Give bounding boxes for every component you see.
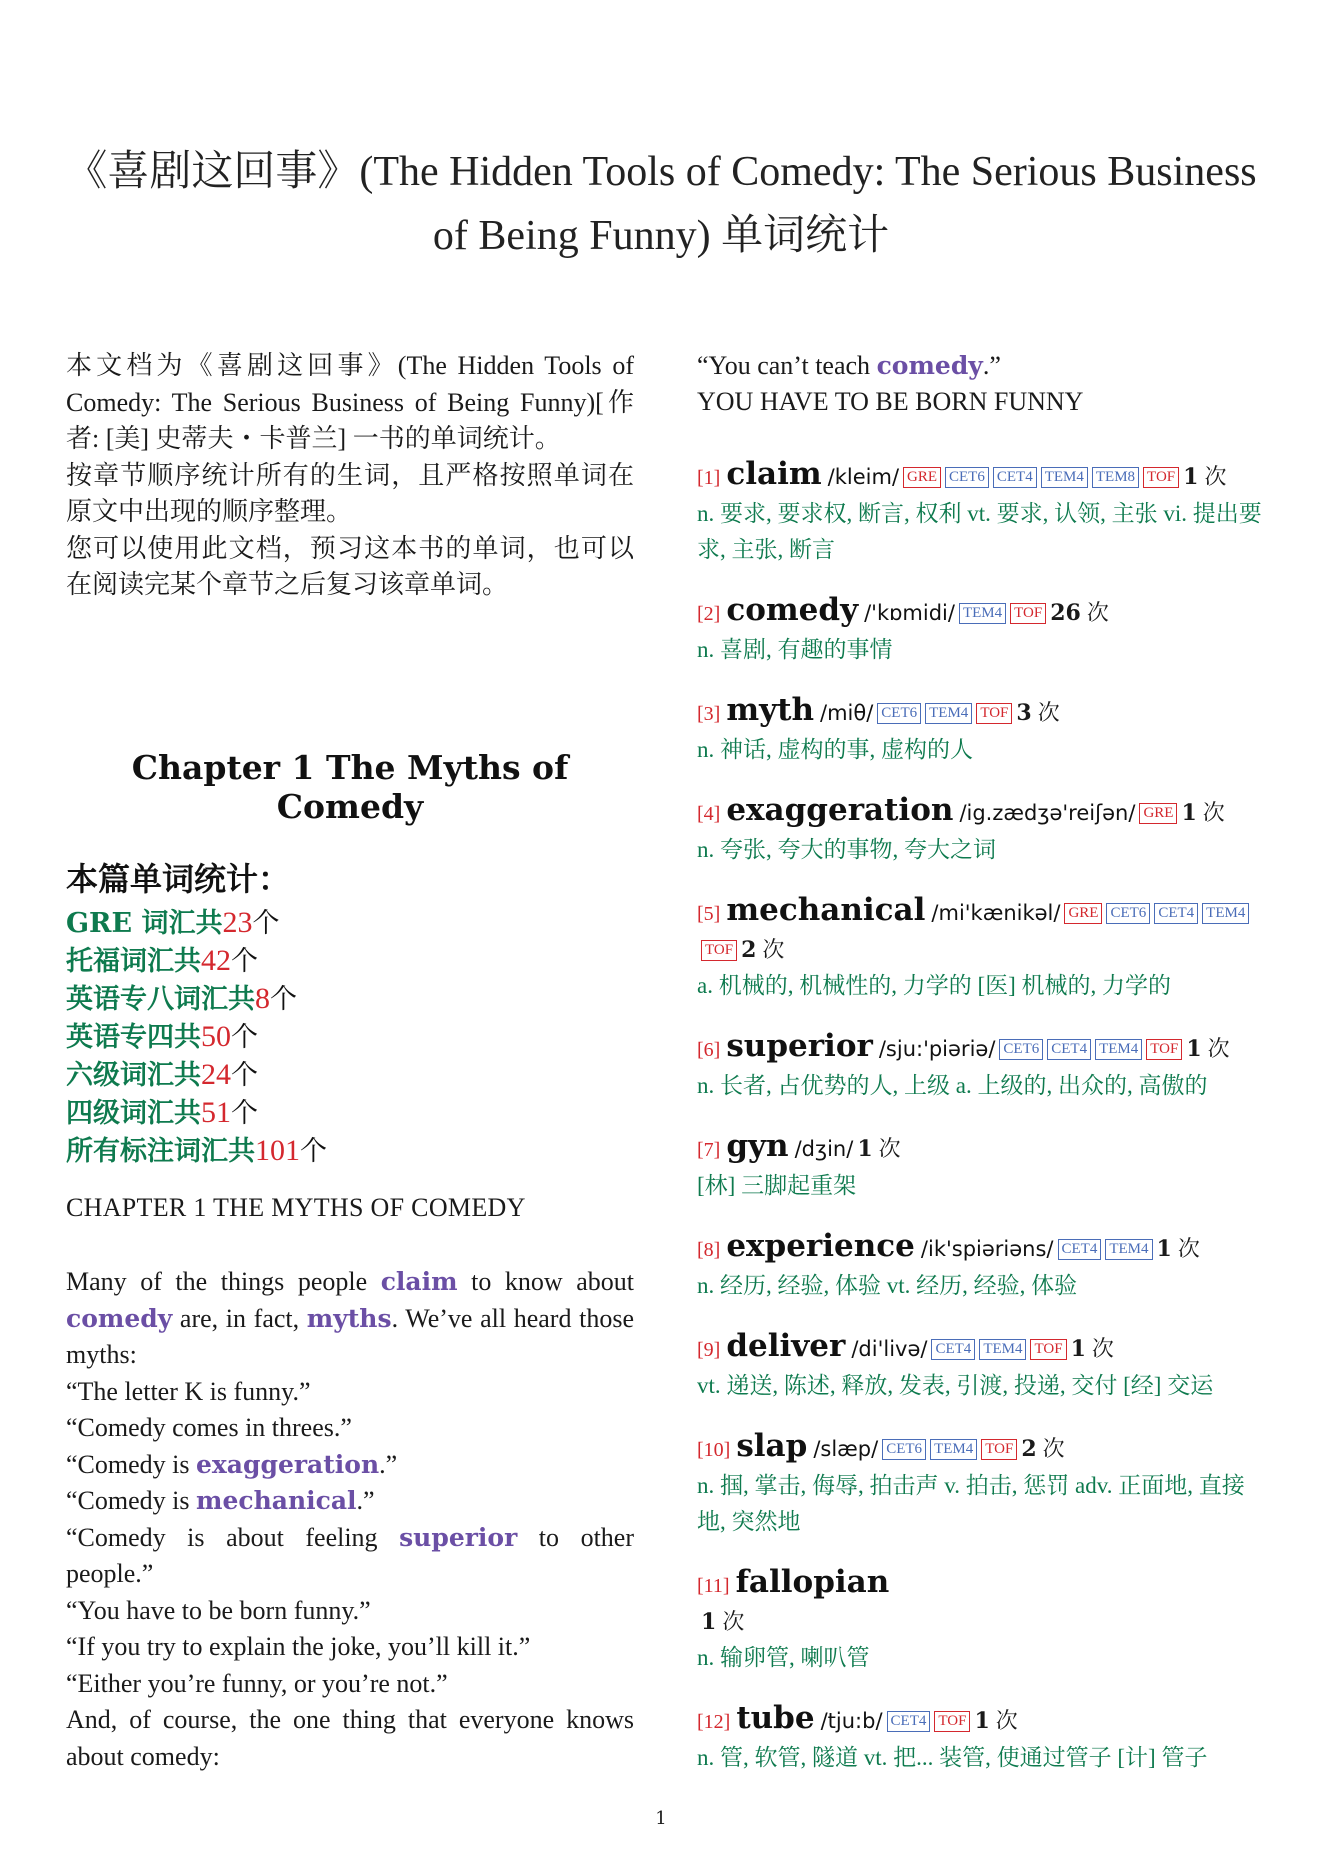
entry-word: tube — [736, 1700, 815, 1736]
exam-tag: GRE — [1064, 903, 1102, 924]
exam-tag: TOF — [1143, 467, 1179, 488]
quote-line — [66, 1520, 634, 1593]
entry-count-suffix: 次 — [1204, 464, 1227, 489]
entry-head — [697, 1128, 1267, 1168]
vocab-entry — [697, 1700, 1267, 1776]
vocab-entry — [697, 1564, 1267, 1676]
exam-tag: TEM4 — [930, 1439, 977, 1460]
stat-value: 50 — [201, 1020, 231, 1053]
word-stats — [66, 854, 634, 1170]
entry-index: [2] — [697, 603, 721, 625]
exam-tag: TEM4 — [979, 1339, 1026, 1360]
stat-value: 23 — [222, 906, 253, 939]
exam-tag: TEM4 — [925, 703, 972, 724]
exam-tag: CET4 — [993, 467, 1037, 488]
entry-index: [12] — [697, 1711, 731, 1733]
entry-head — [697, 1428, 1267, 1468]
quote-line — [66, 1447, 634, 1484]
stat-line — [66, 904, 634, 942]
quote-line: “You have to be born funny.” — [66, 1595, 371, 1625]
entry-count-suffix: 次 — [1086, 600, 1109, 625]
entry-count: 3 — [1016, 700, 1032, 726]
highlighted-word: comedy — [876, 351, 983, 380]
exam-tag: TEM4 — [1105, 1239, 1152, 1260]
entry-index: [3] — [697, 703, 721, 725]
highlighted-word: comedy — [66, 1303, 173, 1333]
entry-word: comedy — [726, 592, 859, 628]
entry-definition: n. 喜剧, 有趣的事情 — [697, 637, 893, 662]
entry-head — [697, 1328, 1267, 1368]
quote-line — [697, 348, 1267, 384]
entry-word: mechanical — [726, 892, 926, 928]
stat-label: 四级词汇共 — [66, 1098, 201, 1129]
entry-word: exaggeration — [726, 792, 954, 828]
stat-line — [66, 1056, 634, 1094]
exam-tag: TOF — [1030, 1339, 1066, 1360]
exam-tag: TOF — [981, 1439, 1017, 1460]
entry-count-suffix: 次 — [878, 1136, 901, 1161]
stats-heading: 本篇单词统计： — [66, 860, 291, 898]
stat-label: 托福词汇共 — [66, 946, 201, 977]
entry-index: [6] — [697, 1039, 721, 1061]
exam-tag: CET6 — [877, 703, 921, 724]
vocab-entry — [697, 1128, 1267, 1204]
entry-definition: n. 长者, 占优势的人, 上级 a. 上级的, 出众的, 高傲的 — [697, 1073, 1208, 1098]
chapter-heading: CHAPTER 1 THE MYTHS OF COMEDY — [66, 1193, 526, 1222]
text: “Comedy is about feeling — [66, 1522, 400, 1552]
intro-line: 按章节顺序统计所有的生词，且严格按照单词在原文中出现的顺序整理。 — [66, 460, 634, 526]
vocab-entry — [697, 1328, 1267, 1404]
exam-tag: GRE — [1139, 803, 1177, 824]
highlighted-word: myths — [306, 1303, 392, 1333]
stat-value: 42 — [201, 944, 231, 977]
quote-line: “Comedy comes in threes.” — [66, 1413, 352, 1442]
vocab-entry — [697, 1228, 1267, 1304]
exam-tag: TEM4 — [959, 603, 1006, 624]
intro-line: 您可以使用此文档，预习这本书的单词，也可以在阅读完某个章节之后复习该章单词。 — [66, 533, 634, 599]
entry-count: 26 — [1050, 600, 1081, 626]
stat-unit: 个 — [231, 946, 258, 977]
text: Many of the things people — [66, 1267, 381, 1296]
highlighted-word: superior — [399, 1522, 518, 1552]
stat-unit: 个 — [270, 984, 297, 1015]
text: .” — [356, 1486, 375, 1515]
entry-definition: n. 要求, 要求权, 断言, 权利 vt. 要求, 认领, 主张 vi. 提出要求, 主张, 断言 — [697, 501, 1262, 562]
stat-line — [66, 1094, 634, 1132]
entry-count: 1 — [1183, 464, 1199, 490]
exam-tag: CET6 — [1106, 903, 1150, 924]
entry-head — [697, 892, 1267, 968]
entry-count-suffix: 次 — [722, 1609, 745, 1634]
entry-phonetic: /ig.zædʒə'reiʃən/ — [959, 801, 1136, 825]
vocab-entry — [697, 1028, 1267, 1104]
entry-count-suffix: 次 — [995, 1708, 1018, 1733]
stat-unit: 个 — [231, 1060, 258, 1091]
entry-count: 1 — [974, 1708, 990, 1734]
exam-tag: CET6 — [999, 1039, 1043, 1060]
highlighted-word: mechanical — [196, 1486, 357, 1515]
entry-definition: vt. 递送, 陈述, 释放, 发表, 引渡, 投递, 交付 [经] 交运 — [697, 1373, 1214, 1398]
quote-line — [66, 1483, 634, 1520]
stat-label: 所有标注词汇共 — [66, 1136, 255, 1167]
entry-phonetic: /'kɒmidi/ — [864, 601, 955, 625]
exam-tag: TOF — [976, 703, 1012, 724]
entry-count: 1 — [1070, 1336, 1086, 1362]
entry-count-suffix: 次 — [1177, 1236, 1200, 1261]
highlighted-word: exaggeration — [196, 1449, 380, 1479]
exam-tag: TOF — [934, 1711, 970, 1732]
entry-definition: n. 管, 软管, 隧道 vt. 把... 装管, 使通过管子 [计] 管子 — [697, 1745, 1208, 1770]
quote-line: YOU HAVE TO BE BORN FUNNY — [697, 387, 1084, 416]
entry-index: [1] — [697, 467, 721, 489]
vocab-entry — [697, 692, 1267, 768]
entry-head — [697, 1700, 1267, 1740]
exam-tag: CET4 — [1047, 1039, 1091, 1060]
entry-word: myth — [726, 692, 814, 728]
stat-unit: 个 — [231, 1022, 258, 1053]
vocab-list — [697, 456, 1267, 1776]
entry-word: slap — [736, 1428, 808, 1464]
stat-unit: 个 — [231, 1098, 258, 1129]
highlighted-word: claim — [380, 1267, 458, 1296]
entry-word: claim — [726, 456, 822, 492]
exam-tag: CET6 — [882, 1439, 926, 1460]
exam-tag: TEM8 — [1092, 467, 1139, 488]
entry-definition: n. 掴, 掌击, 侮辱, 拍击声 v. 拍击, 惩罚 adv. 正面地, 直接地, 突然地 — [697, 1473, 1245, 1534]
entry-phonetic: /sju:'piəriə/ — [878, 1037, 996, 1061]
text: to know about — [457, 1267, 634, 1296]
stat-line — [66, 1132, 634, 1170]
entry-word: superior — [726, 1028, 873, 1064]
exam-tag: TEM4 — [1202, 903, 1249, 924]
entry-count: 2 — [741, 937, 757, 963]
exam-tag: CET6 — [945, 467, 989, 488]
exam-tag: CET4 — [1154, 903, 1198, 924]
exam-tag: CET4 — [931, 1339, 975, 1360]
entry-definition: [林] 三脚起重架 — [697, 1173, 857, 1198]
entry-phonetic: /dʒin/ — [794, 1137, 854, 1161]
entry-definition: n. 输卵管, 喇叭管 — [697, 1645, 870, 1670]
stat-label: 英语专四共 — [66, 1022, 201, 1053]
vocab-entry — [697, 792, 1267, 868]
entry-word: deliver — [726, 1328, 846, 1364]
entry-phonetic: /mi'kænikəl/ — [931, 901, 1061, 925]
stat-value: 51 — [201, 1096, 231, 1129]
quote-line: “The letter K is funny.” — [66, 1376, 311, 1406]
page-number: 1 — [655, 1808, 667, 1829]
entry-count-suffix: 次 — [1202, 800, 1225, 825]
stat-label: GRE 词汇共 — [66, 908, 223, 939]
stat-line — [66, 942, 634, 980]
quote-line: “Either you’re funny, or you’re not.” — [66, 1668, 448, 1698]
entry-index: [4] — [697, 803, 721, 825]
stat-line — [66, 1018, 634, 1056]
document-title: 《喜剧这回事》(The Hidden Tools of Comedy: The Serious Business of Being Funny) 单词统计 — [65, 149, 1257, 259]
vocab-entry — [697, 456, 1267, 568]
entry-count-suffix: 次 — [762, 937, 785, 962]
entry-definition: n. 神话, 虚构的事, 虚构的人 — [697, 737, 973, 762]
entry-definition: n. 夸张, 夸大的事物, 夸大之词 — [697, 837, 996, 862]
text: to other people.” — [66, 1522, 634, 1588]
entry-index: [10] — [697, 1439, 731, 1461]
entry-index: [5] — [697, 903, 721, 925]
entry-head — [697, 456, 1267, 496]
entry-count-suffix: 次 — [1207, 1036, 1230, 1061]
text: .” — [982, 351, 1001, 380]
text: “Comedy is — [66, 1486, 196, 1515]
entry-count: 2 — [1021, 1436, 1037, 1462]
exam-tag: GRE — [903, 467, 941, 488]
exam-tag: TOF — [701, 940, 737, 961]
entry-count: 1 — [701, 1609, 717, 1635]
entry-count-suffix: 次 — [1091, 1336, 1114, 1361]
vocab-entry — [697, 592, 1267, 668]
entry-phonetic: /miθ/ — [820, 701, 874, 725]
paragraph — [66, 1264, 634, 1374]
stat-unit: 个 — [300, 1136, 327, 1167]
text: . We’ve all heard those myths: — [66, 1303, 634, 1369]
entry-count-suffix: 次 — [1037, 700, 1060, 725]
chapter-body — [66, 1264, 634, 1775]
entry-definition: a. 机械的, 机械性的, 力学的 [医] 机械的, 力学的 — [697, 973, 1172, 998]
exam-tag: CET4 — [887, 1711, 931, 1732]
quote-line: “If you try to explain the joke, you’ll kill it.” — [66, 1632, 531, 1661]
stat-value: 8 — [255, 982, 270, 1015]
entry-word: fallopian — [735, 1564, 890, 1600]
text: “Comedy is — [66, 1449, 196, 1479]
vocab-column — [697, 348, 1267, 1800]
text: .” — [379, 1449, 398, 1479]
intro-line: 本文档为《喜剧这回事》(The Hidden Tools of Comedy: The Serious Business of Being Funny)[作者: [美] 史蒂夫・卡普兰] 一书的单词统计。 — [66, 351, 634, 453]
entry-phonetic: /kleim/ — [827, 465, 900, 489]
entry-definition: n. 经历, 经验, 体验 vt. 经历, 经验, 体验 — [697, 1273, 1078, 1298]
entry-index: [11] — [697, 1575, 730, 1597]
entry-count-suffix: 次 — [1042, 1436, 1065, 1461]
entry-phonetic: /tju:b/ — [820, 1709, 883, 1733]
entry-word: gyn — [726, 1128, 789, 1164]
intro-section — [66, 348, 634, 604]
entry-index: [8] — [697, 1239, 721, 1261]
exam-tag: TEM4 — [1041, 467, 1088, 488]
text: are, in fact, — [172, 1303, 307, 1333]
vocab-entry — [697, 892, 1267, 1004]
entry-phonetic: /slæp/ — [813, 1437, 879, 1461]
stat-value: 24 — [201, 1058, 231, 1091]
entry-count: 1 — [857, 1136, 873, 1162]
exam-tag: CET4 — [1058, 1239, 1102, 1260]
stat-label: 六级词汇共 — [66, 1060, 201, 1091]
entry-head — [697, 1228, 1267, 1268]
entry-count: 1 — [1186, 1036, 1202, 1062]
entry-head — [697, 1564, 1267, 1640]
intro-text — [66, 348, 634, 604]
vocab-entry — [697, 1428, 1267, 1540]
entry-index: [9] — [697, 1339, 721, 1361]
stat-unit: 个 — [252, 908, 280, 939]
entry-head — [697, 692, 1267, 732]
chapter-title: Chapter 1 The Myths of Comedy — [131, 748, 569, 826]
stat-line — [66, 980, 634, 1018]
entry-phonetic: /ik'spiəriəns/ — [920, 1237, 1054, 1261]
paragraph: And, of course, the one thing that everyone knows about comedy: — [66, 1705, 634, 1771]
entry-index: [7] — [697, 1139, 721, 1161]
exam-tag: TEM4 — [1095, 1039, 1142, 1060]
entry-head — [697, 1028, 1267, 1068]
text: “You can’t teach — [697, 351, 877, 380]
entry-word: experience — [726, 1228, 915, 1264]
exam-tag: TOF — [1146, 1039, 1182, 1060]
entry-count: 1 — [1181, 800, 1197, 826]
exam-tag: TOF — [1010, 603, 1046, 624]
entry-count: 1 — [1156, 1236, 1172, 1262]
entry-head — [697, 592, 1267, 632]
stat-label: 英语专八词汇共 — [66, 984, 255, 1015]
stat-value: 101 — [255, 1134, 300, 1167]
entry-head — [697, 792, 1267, 832]
right-quote — [697, 348, 1267, 420]
entry-phonetic: /di'livə/ — [851, 1337, 928, 1361]
